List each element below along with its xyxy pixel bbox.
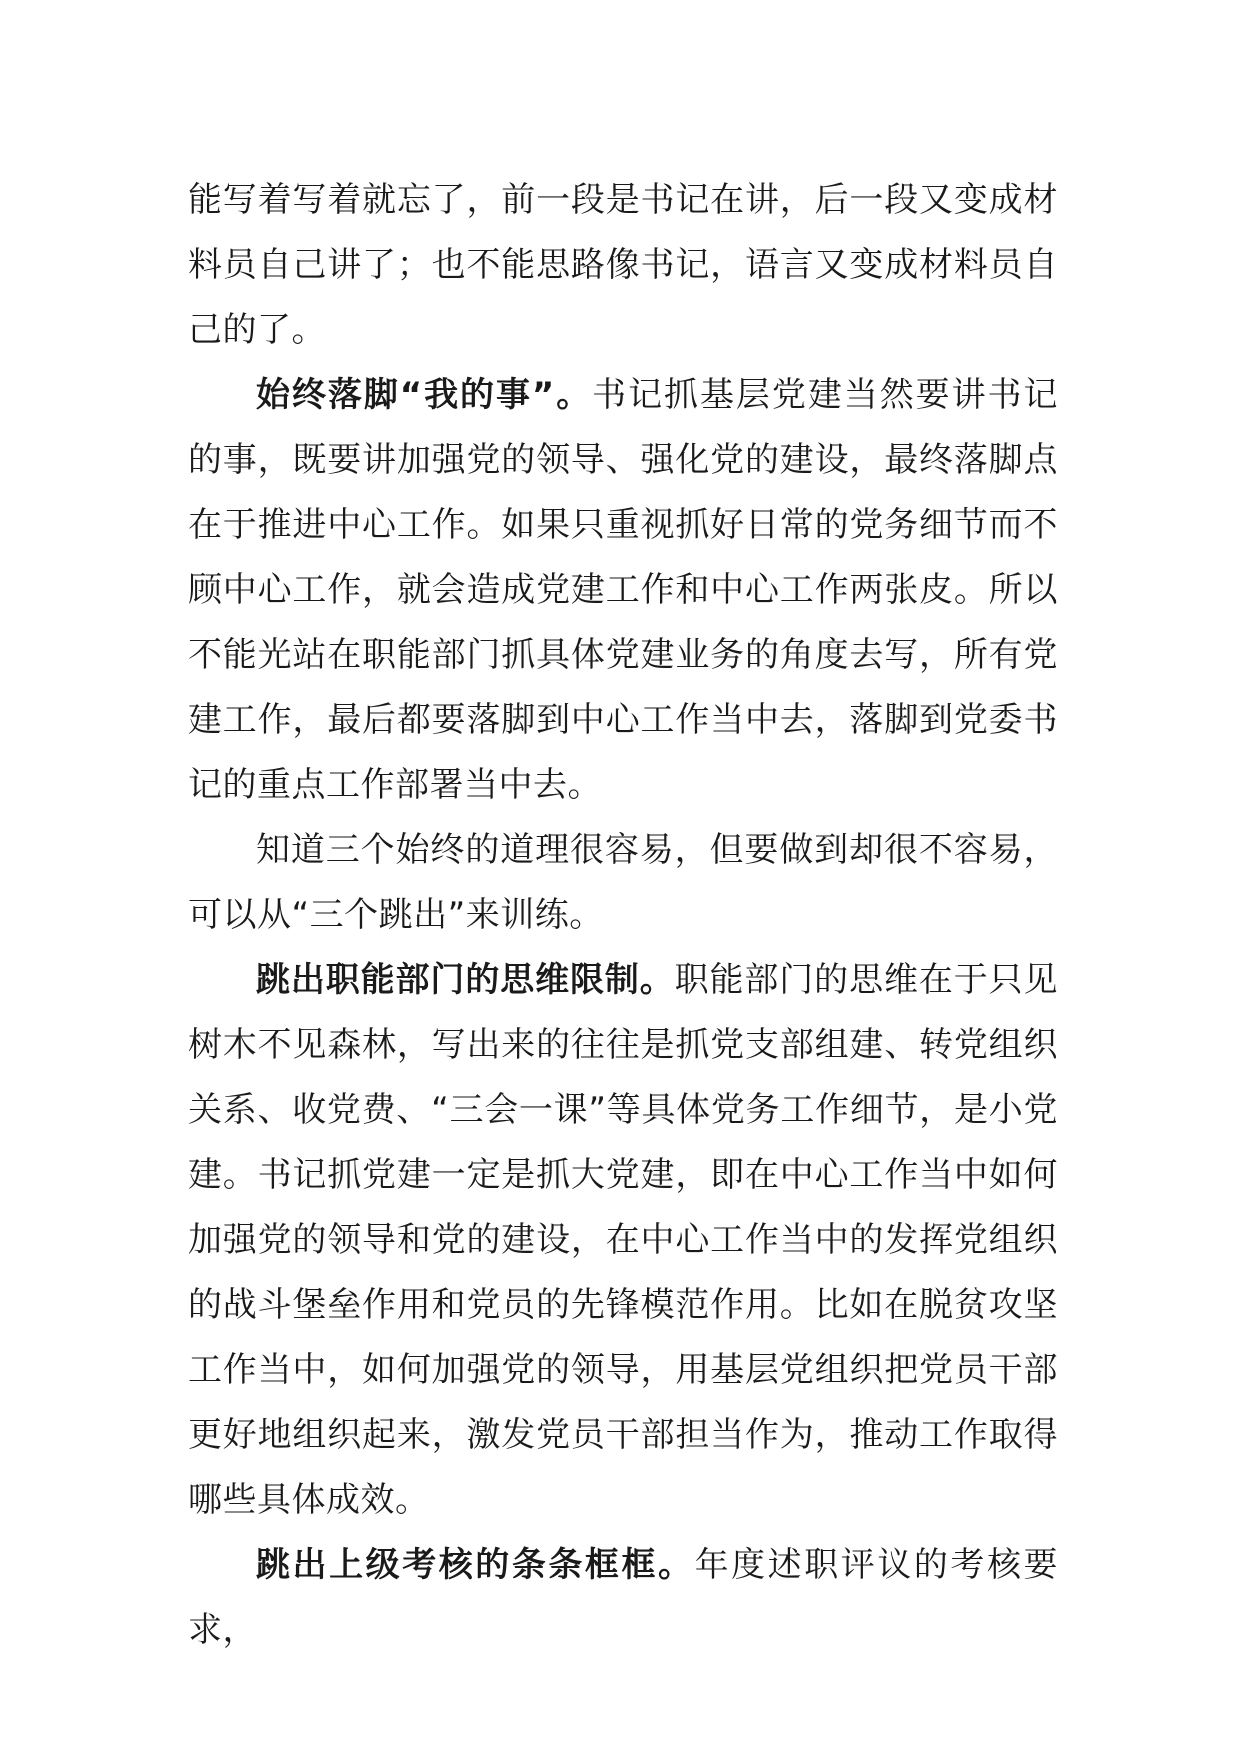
paragraph-landing-my-affairs — [188, 363, 1058, 818]
paragraph-heading: 跳出职能部门的思维限制。 — [256, 960, 675, 1000]
document-body — [188, 168, 1058, 1663]
paragraph-functional-dept-thinking — [188, 948, 1058, 1533]
paragraph-body: 年度述职评议的考核要求， — [188, 1545, 1059, 1650]
paragraph-superior-assessment — [188, 1533, 1058, 1663]
paragraph-continuation — [188, 168, 1058, 363]
paragraph-heading: 跳出上级考核的条条框框。 — [256, 1545, 695, 1585]
paragraph-three-jump-outs-intro — [188, 818, 1058, 948]
paragraph-body: 知道三个始终的道理很容易，但要做到却很不容易，可以从“三个跳出”来训练。 — [188, 830, 1058, 935]
paragraph-body: 书记抓基层党建当然要讲书记的事，既要讲加强党的领导、强化党的建设，最终落脚点在于推进中心工作。如果只重视抓好日常的党务细节而不顾中心工作，就会造成党建工作和中心工作两张皮。所以不能光站在职能部门抓具体党建业务的角度去写，所有党建工作，最后都要落脚到中心工作当中去，落脚到党委书记的重点工作部署当中去。 — [188, 375, 1058, 805]
paragraph-body: 能写着写着就忘了，前一段是书记在讲，后一段又变成材料员自己讲了；也不能思路像书记，语言又变成材料员自己的了。 — [188, 180, 1058, 350]
paragraph-heading: 始终落脚“我的事”。 — [256, 375, 593, 415]
paragraph-body: 职能部门的思维在于只见树木不见森林，写出来的往往是抓党支部组建、转党组织关系、收党费、“三会一课”等具体党务工作细节，是小党建。书记抓党建一定是抓大党建，即在中心工作当中如何加强党的领导和党的建设，在中心工作当中的发挥党组织的战斗堡垒作用和党员的先锋模范作用。比如在脱贫攻坚工作当中，如何加强党的领导，用基层党组织把党员干部更好地组织起来，激发党员干部担当作为，推动工作取得哪些具体成效。 — [188, 960, 1059, 1520]
